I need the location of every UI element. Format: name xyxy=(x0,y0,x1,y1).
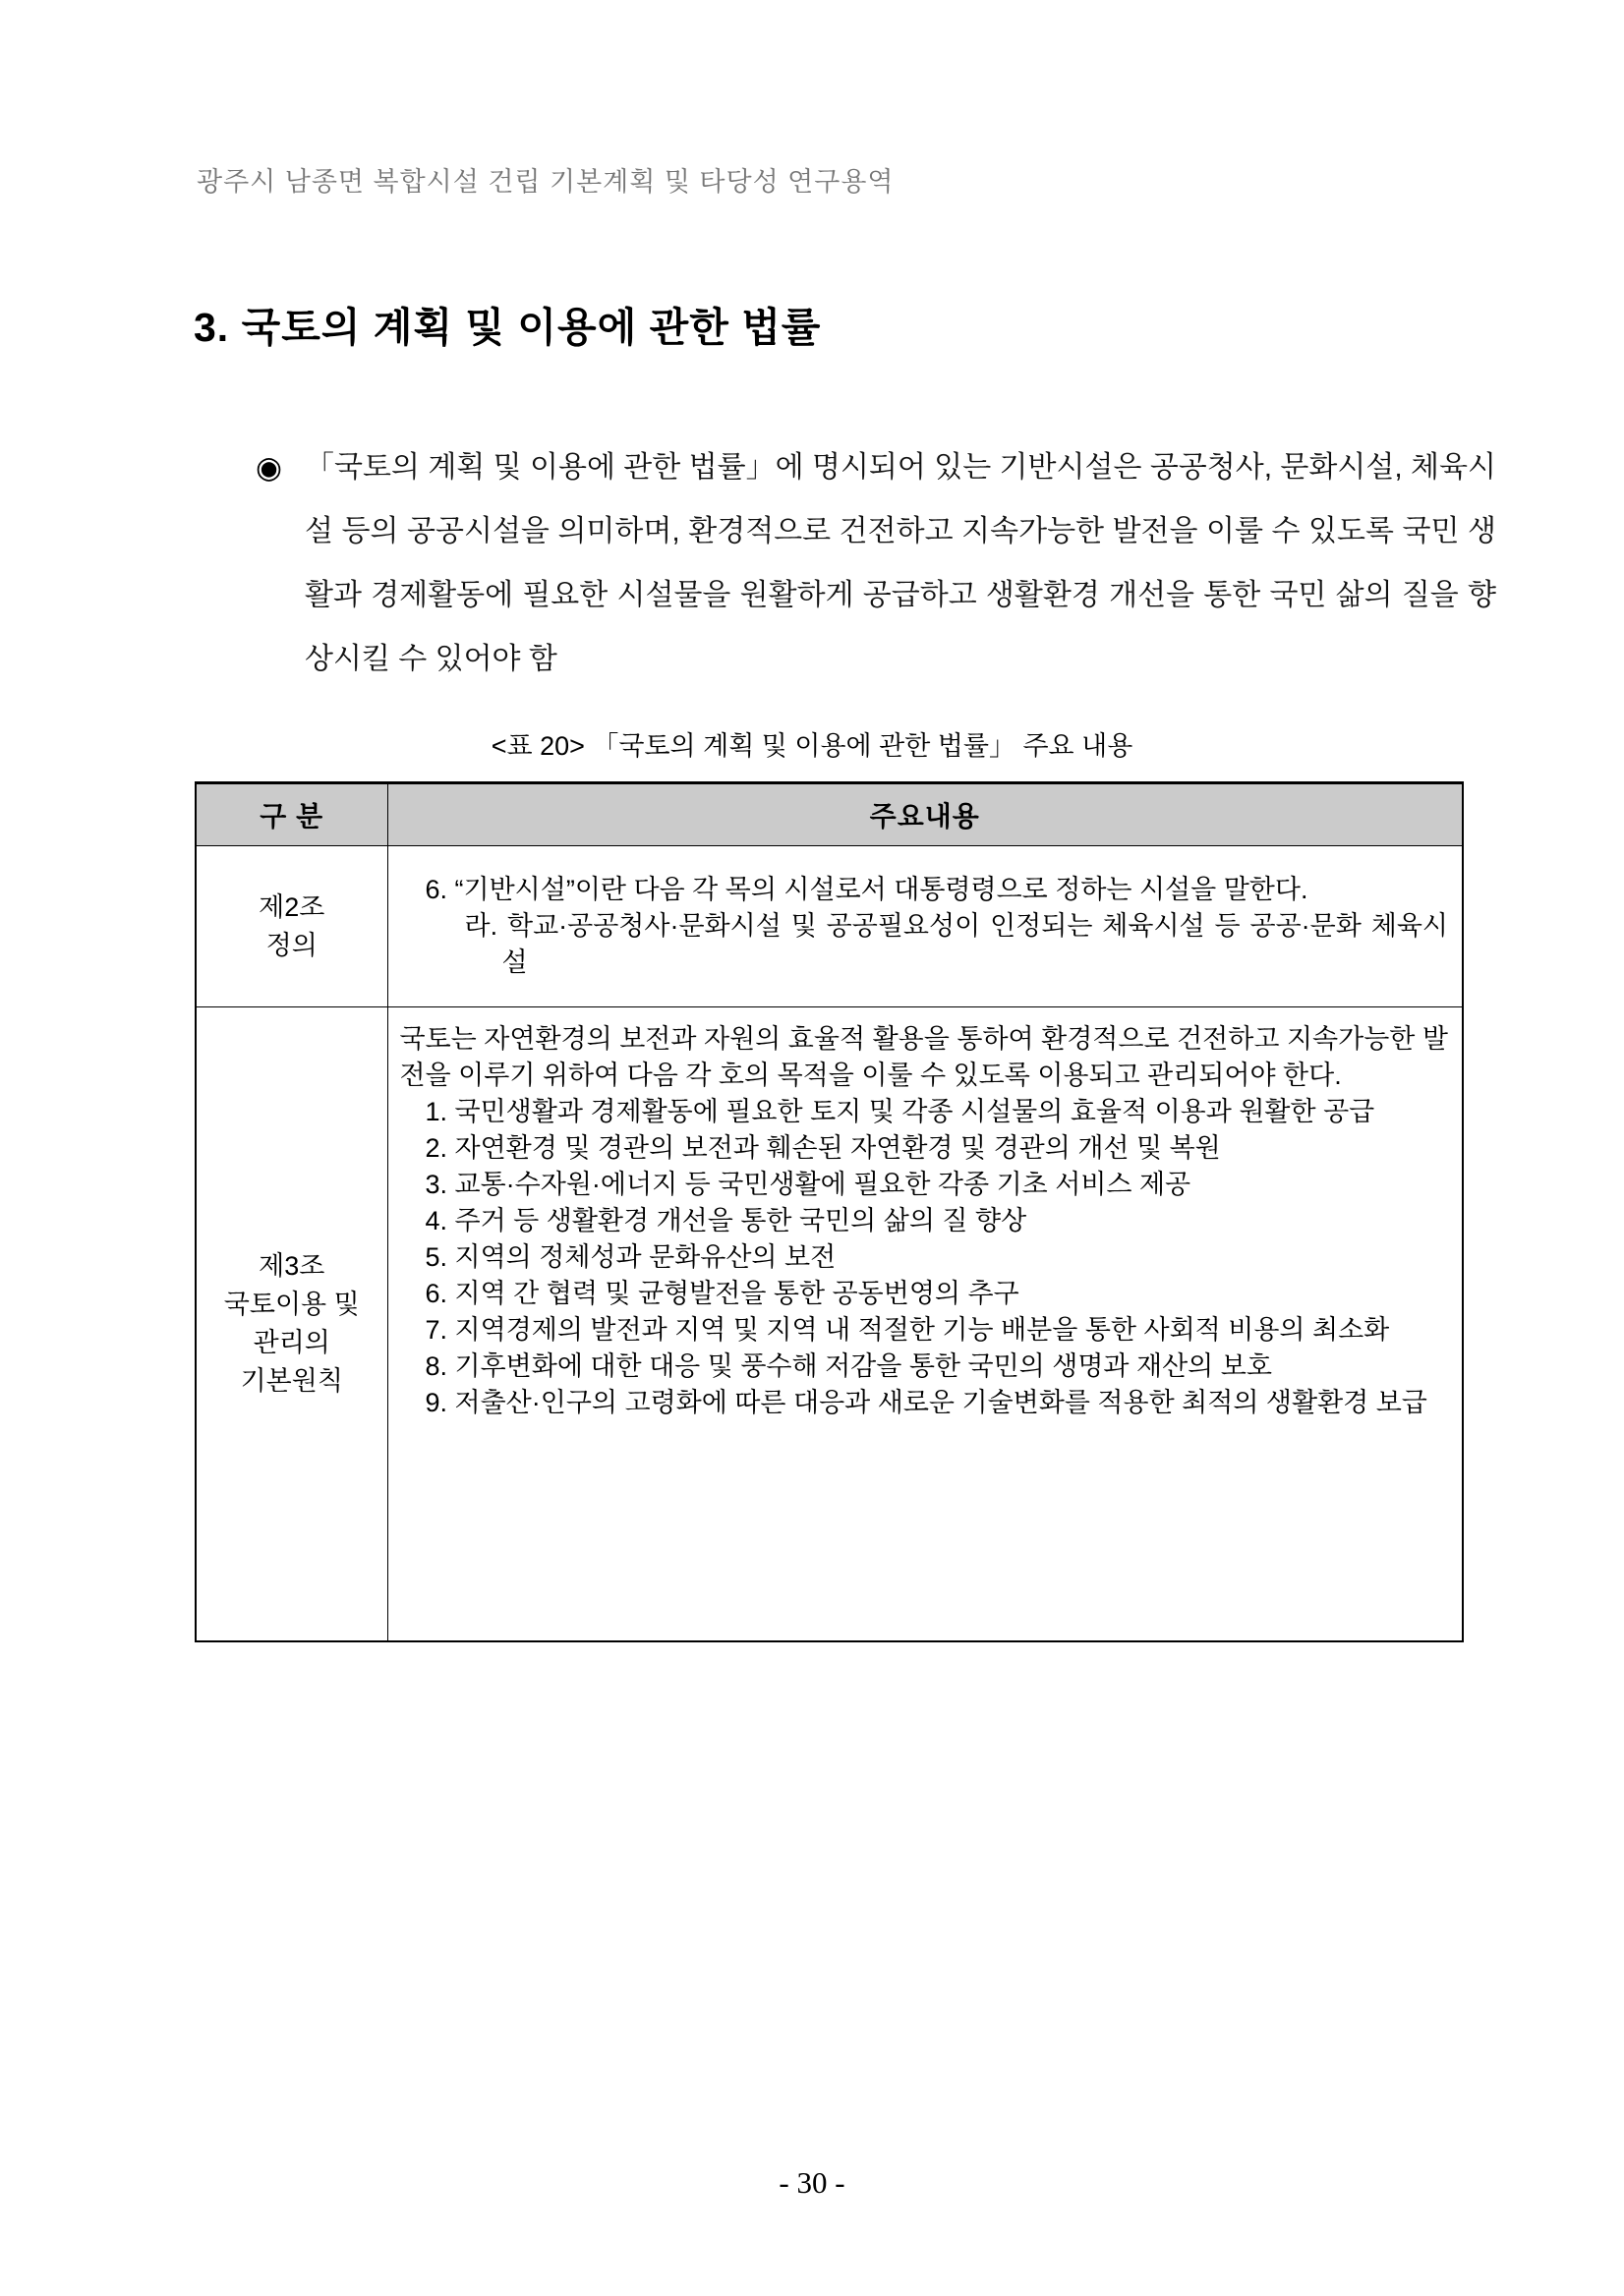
article3-item: 6. 지역 간 협력 및 균형발전을 통한 공동번영의 추구 xyxy=(425,1279,1019,1308)
article2-label-line: 제2조 xyxy=(259,891,325,922)
article3-item: 8. 기후변화에 대한 대응 및 풍수해 저감을 통한 국민의 생명과 재산의 보호 xyxy=(425,1351,1272,1381)
bullet-paragraph xyxy=(256,435,1496,691)
page-number: - 30 - xyxy=(779,2165,845,2200)
table-row-article2 xyxy=(196,846,1463,1007)
bullet-paragraph-text: 「국토의 계획 및 이용에 관한 법률」에 명시되어 있는 기반시설은 공공청사, 문화시설, 체육시설 등의 공공시설을 의미하며, 환경적으로 건전하고 지속가능한 발전을 이룰 수 있도록 국민 생활과 경제활동에 필요한 시설물을 원활하게 공급하고 생활환경 개선을 통한 국민 삶의 질을 향상시킬 수 있어야 함 xyxy=(305,451,1496,675)
table-header-content: 주요내용 xyxy=(387,783,1463,846)
table-header-category: 구 분 xyxy=(196,783,387,846)
article3-label-line: 관리의 xyxy=(253,1327,330,1357)
article2-content-cell xyxy=(387,846,1463,1007)
article3-content-cell xyxy=(387,1007,1463,1641)
article2-content-line: 6. “기반시설”이란 다음 각 목의 시설로서 대통령령으로 정하는 시설을 말한다. xyxy=(425,875,1308,904)
article3-item: 4. 주거 등 생활환경 개선을 통한 국민의 삶의 질 향상 xyxy=(425,1206,1027,1235)
article2-label-cell xyxy=(196,846,387,1007)
article3-item: 2. 자연환경 및 경관의 보전과 훼손된 자연환경 및 경관의 개선 및 복원 xyxy=(425,1133,1221,1163)
article3-item: 3. 교통·수자원·에너지 등 국민생활에 필요한 각종 기초 서비스 제공 xyxy=(425,1170,1191,1199)
section-heading: 3. 국토의 계획 및 이용에 관한 법률 xyxy=(194,305,822,350)
document-header: 광주시 남종면 복합시설 건립 기본계획 및 타당성 연구용역 xyxy=(197,167,895,197)
article3-label-line: 기본원칙 xyxy=(240,1365,343,1396)
article3-item: 1. 국민생활과 경제활동에 필요한 토지 및 각종 시설물의 효율적 이용과 원활한 공급 xyxy=(425,1097,1375,1126)
article3-intro: 국토는 자연환경의 보전과 자원의 효율적 활용을 통하여 환경적으로 건전하고 지속가능한 발전을 이루기 위하여 다음 각 호의 목적을 이룰 수 있도록 이용되고 관리되어야 한다. xyxy=(399,1024,1448,1090)
law-summary-table xyxy=(195,781,1464,1642)
article3-item: 5. 지역의 정체성과 문화유산의 보전 xyxy=(425,1242,837,1272)
fisheye-bullet-icon: ◉ xyxy=(256,450,283,485)
article3-item: 9. 저출산·인구의 고령화에 따른 대응과 새로운 기술변화를 적용한 최적의 생활환경 보급 xyxy=(425,1388,1427,1417)
table-header-row xyxy=(196,783,1463,846)
table-row-article3 xyxy=(196,1007,1463,1641)
article3-label-line: 국토이용 및 xyxy=(223,1289,360,1319)
table-caption: <표 20> 「국토의 계획 및 이용에 관한 법률」 주요 내용 xyxy=(491,731,1133,761)
article3-label-line: 제3조 xyxy=(259,1250,325,1281)
article2-content-line: 라. 학교·공공청사·문화시설 및 공공필요성이 인정되는 체육시설 등 공공·문화 체육시설 xyxy=(464,911,1448,977)
article2-label-line: 정의 xyxy=(265,930,318,960)
article3-item: 7. 지역경제의 발전과 지역 및 지역 내 적절한 기능 배분을 통한 사회적 비용의 최소화 xyxy=(425,1315,1390,1345)
article3-label-cell xyxy=(196,1007,387,1641)
